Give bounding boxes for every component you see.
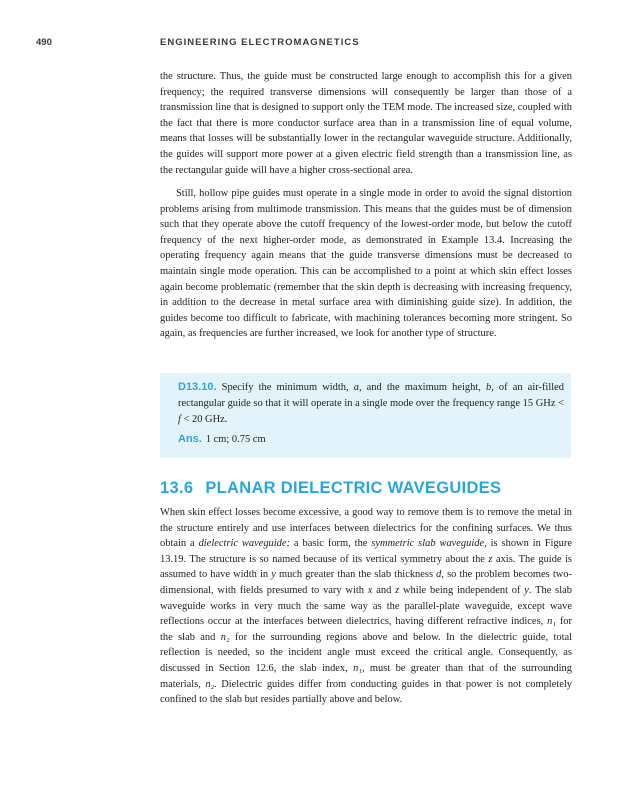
math-var: z [395, 584, 400, 596]
drill-problem-text [178, 379, 564, 428]
text-run: is shown in Figure 13.19. The structure is so named because of its vertical symmetry about the [160, 538, 572, 565]
section-number: 13.6 [160, 479, 194, 497]
drill-var-f: f [178, 414, 181, 425]
body-paragraph-2: Still, hollow pipe guides must operate in a single mode in order to avoid the signal distortion problems arising from multimode transmission. This means that the guides must be of dimension such that they operate above the cutoff frequency of the lowest-order mode, but below the cutoff frequency of the next higher-order mode, as demonstrated in Example 13.4. Increasing the operating frequency again means that the guide transverse dimensions must be decreased to maintain single mode operation. This can be accomplished to a point at which skin effect losses again become problematic (remember that the skin depth is decreasing with increasing frequency, in addition to the decrease in metal surface area with diminishing guide size). In addition, the guides become too difficult to fabricate, with machining tolerances becoming more stringent. So again, as frequencies are further increased, we look for another type of structure. [160, 188, 572, 340]
text-run: , so the problem becomes two-dimensional, with fields presumed to vary with [160, 569, 572, 596]
math-var: y [524, 584, 529, 596]
section-title: PLANAR DIELECTRIC WAVEGUIDES [205, 479, 502, 497]
math-var: d [436, 569, 442, 581]
page-number: 490 [36, 37, 52, 48]
math-var: x [367, 584, 373, 596]
text-run: . The slab waveguide works in very much the same way as the parallel-plate waveguide, except wave reflections occur at the interfaces between dielectrics, having different refractive indices, [160, 584, 572, 628]
drill-problem-box [160, 373, 571, 458]
drill-answer [178, 433, 266, 445]
text-run: , must be greater than that of the surrounding materials, [160, 662, 572, 690]
math-var: n₂ [220, 631, 230, 643]
math-var: n₁ [353, 662, 362, 674]
drill-text-b: , and the maximum height, [358, 382, 486, 393]
text-run: a basic form, the [290, 538, 372, 550]
drill-text-c: , of an air-filled rectangular guide so that it will operate in a single mode over the frequency range 15 GHz < [178, 382, 564, 409]
term-dielectric-waveguide: dielectric waveguide; [198, 538, 291, 550]
drill-var-b: b [485, 382, 492, 393]
math-var: n₁ [547, 616, 556, 628]
math-var: n₂ [205, 678, 215, 690]
text-run: much greater than the slab thickness [275, 569, 437, 581]
text-run: axis. The guide is assumed to have width in [160, 553, 572, 581]
drill-var-a: a [353, 382, 359, 393]
term-symmetric-slab-waveguide: symmetric slab waveguide, [371, 538, 487, 550]
text-run: for the slab and [160, 616, 572, 643]
drill-label: D13.10. [178, 381, 217, 393]
math-var: y [271, 569, 276, 581]
text-run: for the surrounding regions above and below. In the dielectric guide, total reflection is needed, so the incident angle must exceed the critical angle. Consequently, as discussed in Section 12.6, the slab index, [160, 631, 572, 674]
drill-text-d: < 20 GHz. [180, 414, 228, 425]
running-head [36, 37, 576, 51]
drill-text-a: Specify the minimum width, [216, 382, 354, 393]
section-heading [160, 479, 501, 498]
answer-text: 1 cm; 0.75 cm [205, 434, 266, 445]
math-var: z [488, 553, 493, 565]
text-run: When skin effect losses become excessive, a good way to remove them is to remove the metal in the structure entirely and use interfaces between dielectrics for the confining surfaces. We thus obtain a [160, 507, 572, 550]
text-run: and [372, 584, 396, 596]
text-run: while being independent of [399, 584, 525, 596]
body-paragraph-1: the structure. Thus, the guide must be constructed large enough to accomplish this for a given frequency; the required transverse dimensions will consequently be larger than those of a transmission line that is designed to support only the TEM mode. The increased size, coupled with the fact that there is more conductor surface area than in a transmission line of equal volume, means that losses will be substantially lower in the rectangular waveguide structure. Additionally, the guides will support more power at a given electric field strength than a transmission line, as the rectangular guide will have a higher cross-sectional area. [160, 71, 572, 176]
running-title: ENGINEERING ELECTROMAGNETICS [160, 37, 360, 48]
text-run: . Dielectric guides differ from conducting guides in that power is not completely confined to the slab but resides partially above and below. [160, 678, 572, 706]
answer-label: Ans. [178, 433, 202, 445]
section-paragraph [160, 505, 572, 708]
